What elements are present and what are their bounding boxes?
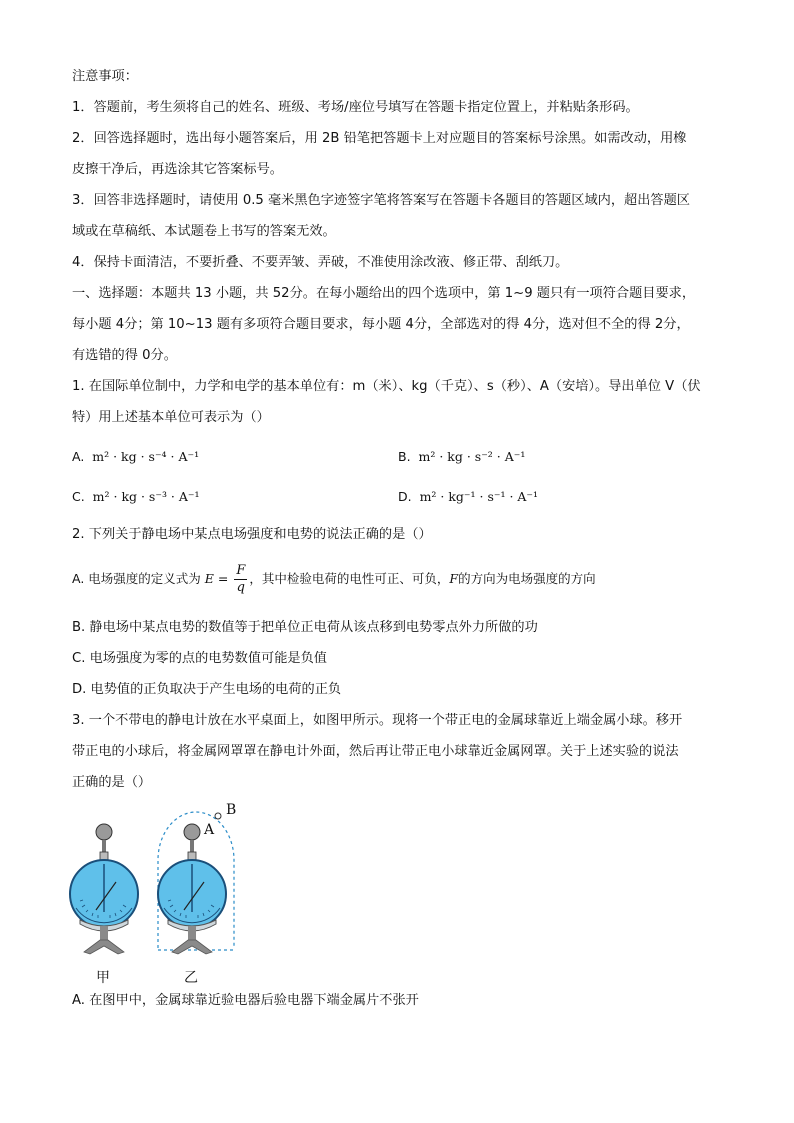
- q3-stem-line3: 正确的是（）: [72, 775, 152, 790]
- fraction-denominator: q: [236, 580, 245, 595]
- q2-option-a: [72, 558, 596, 600]
- fraction-numerator: F: [236, 563, 246, 578]
- q1-option-b-expr: m² · kg · s⁻² · A⁻¹: [418, 449, 526, 464]
- electroscope-figure: [66, 800, 256, 990]
- electroscope-jia: [70, 824, 138, 954]
- q2-option-a-suffix: 的方向为电场强度的方向: [458, 571, 596, 586]
- notice-item-2-cont: 皮擦干净后，再选涂其它答案标号。: [72, 162, 283, 177]
- caption-jia: 甲: [96, 970, 110, 986]
- q1-option-c: [72, 488, 200, 506]
- q2-option-a-f: F: [449, 571, 459, 586]
- electroscope-yi: [158, 802, 236, 954]
- q2-option-a-fraction: [234, 563, 247, 596]
- q2-option-a-prefix: A. 电场强度的定义式为: [72, 571, 201, 586]
- notice-item-1: 1．答题前，考生须将自己的姓名、班级、考场/座位号填写在答题卡指定位置上，并粘贴条形码。: [72, 100, 639, 115]
- notice-item-2: 2．回答选择题时，选出每小题答案后，用 2B 铅笔把答题卡上对应题目的答案标号涂黑。如需改动，用橡: [72, 131, 687, 146]
- notice-item-3-cont: 域或在草稿纸、本试题卷上书写的答案无效。: [72, 224, 336, 239]
- q1-option-a: [72, 448, 199, 466]
- q1-stem-line2: 特）用上述基本单位可表示为（）: [72, 410, 270, 425]
- label-a: A: [204, 822, 215, 838]
- section-intro-3: 有选错的得 0分。: [72, 348, 177, 363]
- metal-ball-icon: [96, 824, 112, 840]
- q2-option-c: C. 电场强度为零的点的电势数值可能是负值: [72, 651, 327, 666]
- q1-option-a-label: A.: [72, 449, 85, 464]
- q2-option-d: D. 电势值的正负取决于产生电场的电荷的正负: [72, 682, 342, 697]
- notice-item-4: 4．保持卡面清洁，不要折叠、不要弄皱、弄破，不准使用涂改液、修正带、刮纸刀。: [72, 255, 569, 270]
- label-b: B: [226, 802, 237, 818]
- q1-option-a-expr: m² · kg · s⁻⁴ · A⁻¹: [92, 449, 200, 464]
- metal-ball-icon: [184, 824, 200, 840]
- q1-option-d: [398, 488, 538, 506]
- section-intro-1: 一、选择题：本题共 13 小题，共 52分。在每小题给出的四个选项中，第 1~9 题只有一项符合题目要求，: [72, 286, 696, 301]
- q1-option-c-label: C.: [72, 489, 85, 504]
- q2-stem: 2. 下列关于静电场中某点电场强度和电势的说法正确的是（）: [72, 527, 432, 542]
- q2-option-a-middle: ，其中检验电荷的电性可正、可负，: [249, 571, 450, 586]
- q1-option-b: [398, 448, 525, 466]
- q1-stem-line1: 1. 在国际单位制中，力学和电学的基本单位有：m（米）、kg（千克）、s（秒）、A（安培）。导出单位 V（伏: [72, 379, 701, 394]
- charged-ball-icon: [215, 813, 221, 819]
- q3-option-a: A. 在图甲中，金属球靠近验电器后验电器下端金属片不张开: [72, 993, 419, 1008]
- q1-option-b-label: B.: [398, 449, 411, 464]
- q1-option-d-label: D.: [398, 489, 412, 504]
- q2-option-a-e: E =: [204, 571, 229, 586]
- notice-heading: 注意事项：: [72, 69, 138, 84]
- q1-option-d-expr: m² · kg⁻¹ · s⁻¹ · A⁻¹: [419, 489, 539, 504]
- q3-stem-line1: 3. 一个不带电的静电计放在水平桌面上，如图甲所示。现将一个带正电的金属球靠近上端金属小球。移开: [72, 713, 683, 728]
- caption-yi: 乙: [184, 970, 198, 986]
- q3-stem-line2: 带正电的小球后，将金属网罩罩在静电计外面，然后再让带正电小球靠近金属网罩。关于上述实验的说法: [72, 744, 679, 759]
- notice-item-3: 3．回答非选择题时，请使用 0.5 毫米黑色字迹签字笔将答案写在答题卡各题目的答题区域内，超出答题区: [72, 193, 690, 208]
- section-intro-2: 每小题 4分；第 10~13 题有多项符合题目要求，每小题 4分，全部选对的得 4分，选对但不全的得 2分，: [72, 317, 690, 332]
- q1-option-c-expr: m² · kg · s⁻³ · A⁻¹: [92, 489, 200, 504]
- q2-option-b: B. 静电场中某点电势的数值等于把单位正电荷从该点移到电势零点外力所做的功: [72, 620, 538, 635]
